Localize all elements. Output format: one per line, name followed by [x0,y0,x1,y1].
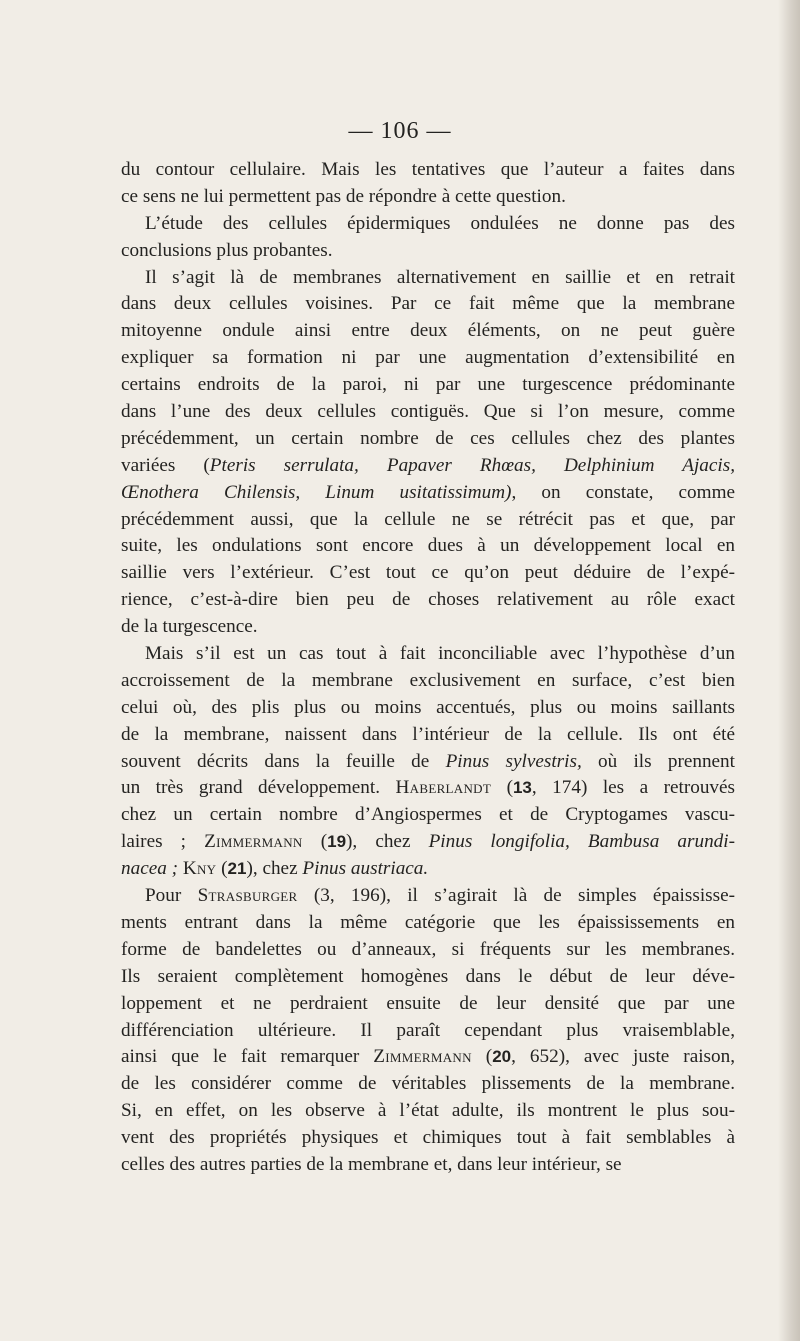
text-line: dans l’une des deux cellules contiguës. Que si l’on mesure, comme [121,401,735,423]
species-name: Pinus austriaca. [302,858,429,880]
text-line: de la turgescence. [121,616,258,638]
reference-number: 13 [512,778,532,798]
species-name: nacea ; [121,858,179,880]
text-line: Il s’agit là de membranes alternativement en saillie et en retrait [145,266,735,288]
text-line: de les considérer comme de véritables plissements de la membrane. [121,1073,735,1095]
author-name: Kny [182,858,217,880]
text-line: précédemment, un certain nombre de ces cellules chez des plantes [121,427,735,449]
text-line: Mais s’il est un cas tout à fait inconciliable avec l’hypothèse d’un [145,643,735,665]
text-line: expliquer sa formation ni par une augmentation d’extensibilité en [121,347,735,369]
author-name: Zimmermann [204,831,303,853]
text-line: laires ; Zimmermann (19), chez Pinus longifolia, Bambusa arundi- [121,831,735,853]
text-line: Œnothera Chilensis, Linum usitatissimum), on constate, comme [121,481,736,503]
author-name: Zimmermann [373,1046,472,1068]
text-line: précédemment aussi, que la cellule ne se rétrécit pas et que, par [121,508,735,530]
text-line: un très grand développement. Haberlandt (13, 174) les a retrouvés [121,777,735,799]
species-name: Pinus longifolia, Bambusa arundi- [428,831,735,853]
species-list: Œnothera Chilensis, Linum usitatissimum) [121,481,512,503]
reference-number: 19 [327,832,347,852]
text-line: accroissement de la membrane exclusivement en surface, c’est bien [121,669,735,691]
author-name: Haberlandt [395,777,492,799]
text-line: loppement et ne perdraient ensuite de leur densité que par une [121,992,735,1014]
text-line: conclusions plus probantes. [121,239,333,261]
text-line: rience, c’est-à-dire bien peu de choses relativement au rôle exact [121,589,735,611]
page-number: — 106 — [348,118,452,144]
species-name: Pinus sylvestris, [445,750,582,772]
text-line: nacea ; Kny (21), chez Pinus austriaca. [121,858,429,880]
text-line: ments entrant dans la même catégorie que les épaississements en [121,911,735,933]
page-edge-shadow [778,0,800,1341]
text-line: Si, en effet, on les observe à l’état adulte, ils montrent le plus sou- [121,1100,735,1122]
author-name: Strasburger [197,885,298,907]
reference-number: 21 [227,859,247,879]
text-line: différenciation ultérieure. Il paraît cependant plus vraisemblable, [121,1019,735,1041]
text-line: Ils seraient complètement homogènes dans le début de leur déve- [121,965,735,987]
text-line: L’étude des cellules épidermiques ondulées ne donne pas des [145,212,735,234]
text-line: ainsi que le fait remarquer Zimmermann (20, 652), avec juste raison, [121,1046,735,1068]
text-line: mitoyenne ondule ainsi entre deux éléments, on ne peut guère [121,320,735,342]
text-line: forme de bandelettes ou d’anneaux, si fréquents sur les membranes. [121,938,735,960]
text-line: celui où, des plis plus ou moins accentués, plus ou moins saillants [121,696,735,718]
text-line: ce sens ne lui permettent pas de répondre à cette question. [121,185,566,207]
text-line: saillie vers l’extérieur. C’est tout ce qu’on peut déduire de l’expé- [121,562,735,584]
text-line: suite, les ondulations sont encore dues à un développement local en [121,535,735,557]
text-line: chez un certain nombre d’Angiospermes et de Cryptogames vascu- [121,804,735,826]
body-text [121,157,735,1179]
text-line: Pour Strasburger (3, 196), il s’agirait là de simples épaississe- [145,885,735,907]
text-line: certains endroits de la paroi, ni par une turgescence prédominante [121,374,735,396]
reference-number: 20 [492,1047,512,1067]
text-line: variées (Pteris serrulata, Papaver Rhœas, Delphinium Ajacis, [121,454,735,476]
text-line: de la membrane, naissent dans l’intérieur de la cellule. Ils ont été [121,723,735,745]
text-line: celles des autres parties de la membrane et, dans leur intérieur, se [121,1153,622,1175]
text-line: du contour cellulaire. Mais les tentatives que l’auteur a faites dans [121,159,735,180]
text-line: vent des propriétés physiques et chimiques tout à fait semblables à [121,1127,735,1149]
text-line: dans deux cellules voisines. Par ce fait même que la membrane [121,293,735,315]
species-list: Pteris serrulata, Papaver Rhœas, Delphinium Ajacis, [209,454,735,476]
text-line: souvent décrits dans la feuille de Pinus sylvestris, où ils prennent [121,750,735,772]
